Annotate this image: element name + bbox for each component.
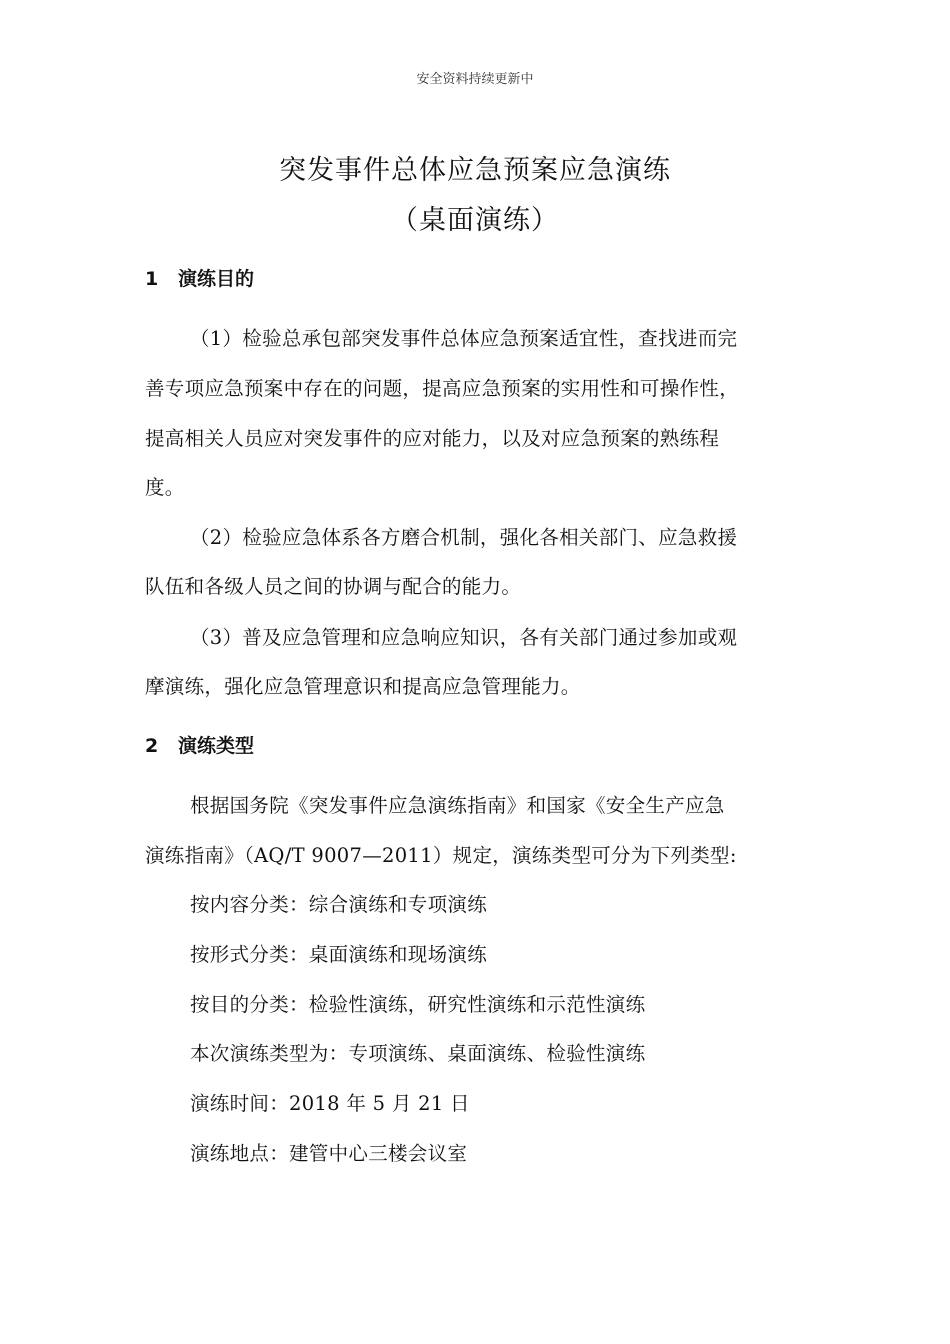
section-2-heading — [145, 731, 254, 758]
section-1-heading — [145, 264, 254, 291]
paragraph-line: 善专项应急预案中存在的问题，提高应急预案的实用性和可操作性， — [145, 377, 740, 400]
paragraph-line: 队伍和各级人员之间的协调与配合的能力。 — [145, 575, 522, 598]
paragraph-line: 摩演练，强化应急管理意识和提高应急管理能力。 — [145, 675, 581, 698]
drill-location: 演练地点：建管中心三楼会议室 — [190, 1142, 468, 1165]
list-item: 按目的分类：检验性演练，研究性演练和示范性演练 — [190, 993, 646, 1016]
list-item: 按内容分类：综合演练和专项演练 — [190, 893, 488, 916]
list-item: 本次演练类型为：专项演练、桌面演练、检验性演练 — [190, 1042, 646, 1065]
drill-time: 演练时间：2018 年 5 月 21 日 — [190, 1092, 470, 1115]
section-2-number: 2 — [145, 735, 159, 757]
paragraph-line: （3）普及应急管理和应急响应知识，各有关部门通过参加或观 — [190, 626, 738, 649]
page-header: 安全资料持续更新中 — [416, 72, 534, 87]
paragraph-line: 根据国务院《突发事件应急演练指南》和国家《安全生产应急 — [190, 794, 725, 817]
document-subtitle: （桌面演练） — [391, 205, 559, 236]
paragraph-line: 度。 — [145, 476, 185, 499]
list-item: 按形式分类：桌面演练和现场演练 — [190, 943, 488, 966]
paragraph-line: 提高相关人员应对突发事件的应对能力，以及对应急预案的熟练程 — [145, 427, 720, 450]
paragraph-line: （1）检验总承包部突发事件总体应急预案适宜性，查找进而完 — [190, 327, 738, 350]
paragraph-line: （2）检验应急体系各方磨合机制，强化各相关部门、应急救援 — [190, 526, 738, 549]
document-title: 突发事件总体应急预案应急演练 — [279, 155, 671, 186]
section-2-title: 演练类型 — [178, 735, 255, 757]
section-1-title: 演练目的 — [178, 268, 255, 290]
section-1-number: 1 — [145, 268, 159, 290]
paragraph-line: 演练指南》（AQ/T 9007—2011）规定，演练类型可分为下列类型: — [145, 844, 737, 867]
